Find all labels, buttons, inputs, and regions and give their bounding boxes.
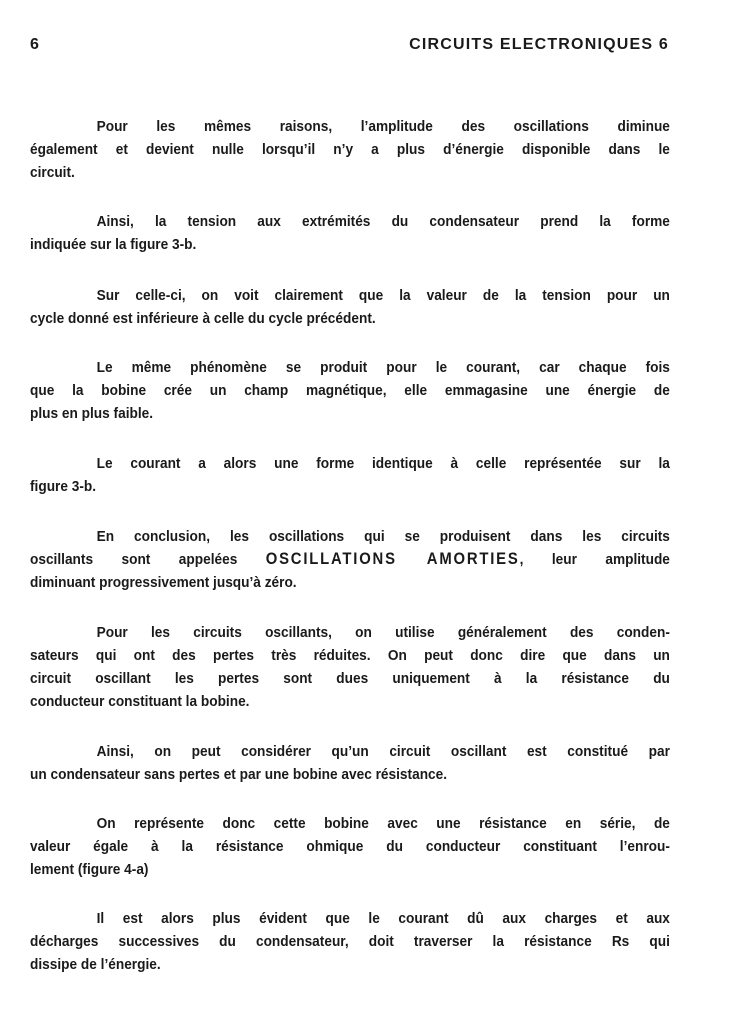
text-line: valeur égale à la résistance ohmique du conducteur constituant l’enrou- bbox=[30, 838, 670, 855]
text-line: On représente donc cette bobine avec une résistance en série, de bbox=[96, 815, 670, 832]
paragraph-resistance bbox=[30, 907, 670, 976]
text-line: circuit oscillant les pertes sont dues uniquement à la résistance du bbox=[30, 670, 670, 687]
text-line: sateurs qui ont des pertes très réduites. On peut donc dire que dans un bbox=[30, 647, 670, 664]
paragraph-tension bbox=[30, 210, 670, 256]
text-line: dissipe de l’énergie. bbox=[30, 956, 161, 973]
text-line: Ainsi, on peut considérer qu’un circuit oscillant est constitué par bbox=[96, 743, 670, 760]
paragraph-cycle bbox=[30, 284, 670, 330]
text-fragment: oscillants sont appelées bbox=[30, 551, 266, 568]
text-line: plus en plus faible. bbox=[30, 405, 154, 422]
text-line: Pour les circuits oscillants, on utilise généralement des conden- bbox=[96, 624, 670, 641]
text-line: Le courant a alors une forme identique à celle représentée sur la bbox=[96, 455, 670, 472]
text-line: Pour les mêmes raisons, l’amplitude des oscillations diminue bbox=[96, 118, 670, 135]
text-fragment: , leur amplitude bbox=[519, 551, 670, 568]
paragraph-forme bbox=[30, 452, 670, 498]
paragraph-bobine bbox=[30, 812, 670, 881]
text-line: conducteur constituant la bobine. bbox=[30, 693, 250, 710]
paragraph-conclusion bbox=[30, 525, 670, 594]
text-line: circuit. bbox=[30, 164, 75, 181]
text-line: En conclusion, les oscillations qui se produisent dans les circuits bbox=[96, 528, 670, 545]
page-header bbox=[30, 36, 669, 58]
paragraph-pertes bbox=[30, 621, 670, 713]
running-title: CIRCUITS ELECTRONIQUES 6 bbox=[409, 36, 669, 53]
text-line: également et devient nulle lorsqu’il n’y a plus d’énergie disponible dans le bbox=[30, 141, 670, 158]
text-line: décharges successives du condensateur, doit traverser la résistance Rs qui bbox=[30, 933, 670, 950]
text-line: lement (figure 4-a) bbox=[30, 861, 149, 878]
text-line-emphasis bbox=[30, 548, 670, 571]
text-line: Le même phénomène se produit pour le courant, car chaque fois bbox=[96, 359, 670, 376]
text-line: Sur celle-ci, on voit clairement que la valeur de la tension pour un bbox=[96, 287, 670, 304]
text-line: Ainsi, la tension aux extrémités du condensateur prend la forme bbox=[96, 213, 670, 230]
paragraph-amplitude bbox=[30, 115, 670, 184]
paragraph-constitution bbox=[30, 740, 670, 786]
text-line: indiquée sur la figure 3-b. bbox=[30, 236, 197, 253]
text-line: Il est alors plus évident que le courant dû aux charges et aux bbox=[96, 910, 670, 927]
text-line: cycle donné est inférieure à celle du cycle précédent. bbox=[30, 310, 376, 327]
emphasis-term: OSCILLATIONS AMORTIES bbox=[265, 550, 520, 568]
text-line: un condensateur sans pertes et par une bobine avec résistance. bbox=[30, 766, 448, 783]
text-line: figure 3-b. bbox=[30, 478, 97, 495]
text-line: que la bobine crée un champ magnétique, elle emmagasine une énergie de bbox=[30, 382, 670, 399]
text-line: diminuant progressivement jusqu’à zéro. bbox=[30, 574, 297, 591]
paragraph-courant bbox=[30, 356, 670, 425]
page-number: 6 bbox=[30, 36, 41, 53]
